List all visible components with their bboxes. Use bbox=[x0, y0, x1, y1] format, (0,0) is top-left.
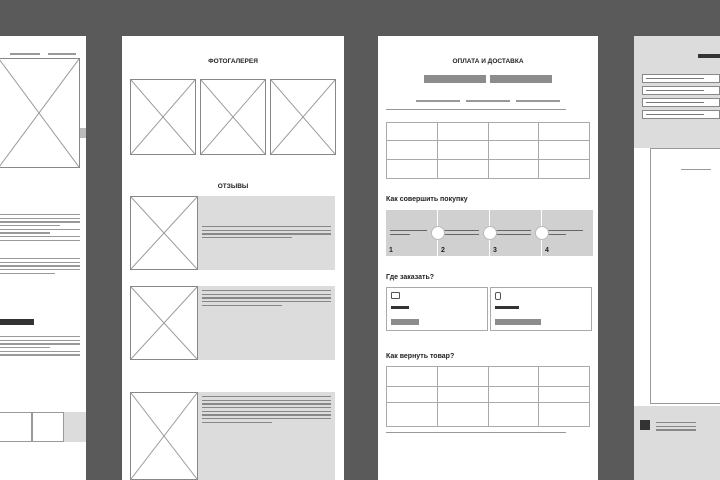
mockup-page-faq bbox=[634, 36, 720, 480]
product-card[interactable] bbox=[0, 412, 32, 442]
slider-handle[interactable] bbox=[80, 128, 86, 138]
faq-item[interactable] bbox=[642, 86, 720, 95]
order-phone-card[interactable] bbox=[490, 287, 592, 331]
purchase-step bbox=[438, 210, 489, 256]
returns-footnote bbox=[386, 432, 566, 436]
step-arrow-icon bbox=[535, 226, 549, 240]
callback-button[interactable] bbox=[495, 319, 541, 325]
gallery-photo-placeholder[interactable] bbox=[270, 79, 336, 155]
step-number: 1 bbox=[389, 247, 393, 254]
order-online-button[interactable] bbox=[391, 319, 419, 325]
step-arrow-icon bbox=[431, 226, 445, 240]
characteristics-text bbox=[0, 336, 80, 358]
mockup-page-home bbox=[0, 36, 86, 480]
step-number: 3 bbox=[493, 247, 497, 254]
returns-section-title: Как вернуть товар? bbox=[386, 353, 455, 360]
payment-toggle-button[interactable] bbox=[490, 75, 552, 83]
faq-item[interactable] bbox=[642, 110, 720, 119]
review-photo-placeholder bbox=[130, 392, 198, 480]
purchase-step bbox=[542, 210, 593, 256]
review-photo-placeholder bbox=[130, 196, 198, 270]
phone-icon bbox=[495, 292, 501, 300]
review-text-block bbox=[198, 196, 335, 270]
gallery-photo-placeholder[interactable] bbox=[130, 79, 196, 155]
reviews-title: ОТЗЫВЫ bbox=[217, 183, 249, 190]
delivery-info-text bbox=[386, 109, 566, 113]
about-text bbox=[0, 214, 80, 244]
step-number: 4 bbox=[545, 247, 549, 254]
mockup-page-payment bbox=[378, 36, 598, 480]
order-online-card[interactable] bbox=[386, 287, 488, 331]
delivery-toggle-button[interactable] bbox=[424, 75, 486, 83]
faq-item[interactable] bbox=[642, 98, 720, 107]
step-arrow-icon bbox=[483, 226, 497, 240]
product-card[interactable] bbox=[32, 412, 64, 442]
hero-image-placeholder bbox=[0, 58, 80, 168]
faq-item[interactable] bbox=[642, 74, 720, 83]
footer-logo bbox=[640, 420, 650, 430]
mockup-page-gallery bbox=[122, 36, 344, 480]
delivery-table bbox=[386, 122, 590, 179]
where-section-title: Где заказать? bbox=[386, 274, 435, 281]
purchase-section-title: Как совершить покупку bbox=[386, 196, 468, 203]
about-text-2 bbox=[0, 258, 80, 276]
returns-table bbox=[386, 366, 590, 427]
gallery-photo-placeholder[interactable] bbox=[200, 79, 266, 155]
contact-form bbox=[650, 148, 720, 404]
review-text-block bbox=[198, 392, 335, 480]
review-text-block bbox=[198, 286, 335, 360]
purchase-step bbox=[386, 210, 437, 256]
section-title-bar bbox=[0, 319, 34, 325]
step-number: 2 bbox=[441, 247, 445, 254]
payment-title: ОПЛАТА И ДОСТАВКА bbox=[452, 58, 524, 65]
gallery-title: ФОТОГАЛЕРЕЯ bbox=[208, 58, 258, 65]
review-photo-placeholder bbox=[130, 286, 198, 360]
product-card-highlight[interactable] bbox=[64, 412, 86, 442]
purchase-step bbox=[490, 210, 541, 256]
monitor-icon bbox=[391, 292, 400, 299]
delivery-options-row[interactable] bbox=[416, 91, 576, 109]
footer bbox=[634, 406, 720, 480]
